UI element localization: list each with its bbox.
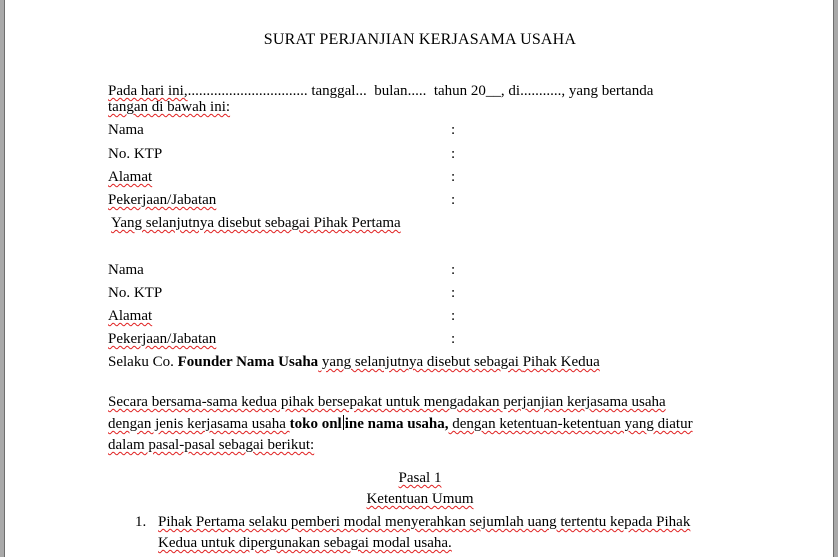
agreement-line-2 <box>108 415 693 433</box>
intro-tanggal: tanggal <box>307 83 356 99</box>
field-ktp-2-colon: : <box>451 285 456 301</box>
agreement-bold-a: toko onl <box>289 416 342 432</box>
field-nama-1-label: Nama <box>108 122 144 138</box>
field-pekerjaan-2 <box>108 331 456 348</box>
field-alamat-1-label: Alamat <box>108 169 153 185</box>
field-ktp-2-label: No. KTP <box>108 285 163 301</box>
field-pekerjaan-1-label: Pekerjaan/Jabatan <box>108 192 217 208</box>
intro-pada-hari-ini: Pada hari ini, <box>108 83 188 99</box>
agreement-line-3: dalam pasal-pasal sebagai berikut: <box>108 437 315 453</box>
agreement-line-1: Secara bersama-sama kedua pihak bersepakat untuk mengadakan perjanjian kerjasama usaha <box>108 394 666 410</box>
second-party-founder: Founder Nama Usaha <box>177 354 319 370</box>
agreement-line-2-suffix: dengan ketentuan-ketentuan yang diatur <box>448 416 693 432</box>
field-pekerjaan-2-colon: : <box>451 331 456 347</box>
pasal-subheading-text: Ketentuan Umum <box>366 491 474 507</box>
field-nama-2 <box>108 262 456 279</box>
field-nama-2-label: Nama <box>108 262 144 278</box>
intro-dots-3: ..... <box>407 83 427 99</box>
first-party-prefix: Yang selanjutnya disebut sebagai <box>111 215 314 231</box>
intro-bulan: bulan <box>374 83 408 99</box>
field-ktp-1-label: No. KTP <box>108 146 163 162</box>
field-pekerjaan-1-colon: : <box>451 192 456 208</box>
intro-dots-2: ... <box>355 83 367 99</box>
field-pekerjaan-1 <box>108 192 456 209</box>
first-party-line <box>111 215 401 232</box>
intro-line-1 <box>108 83 653 100</box>
field-ktp-1-colon: : <box>451 146 456 162</box>
agreement-line-2-prefix: dengan jenis kerjasama usaha <box>108 416 290 432</box>
field-alamat-1-colon: : <box>451 169 456 185</box>
first-party-name: Pihak Pertama <box>313 215 401 231</box>
second-party-middle: yang selanjutnya disebut sebagai <box>318 354 523 370</box>
intro-line-2: tangan di bawah ini: <box>108 99 231 115</box>
field-pekerjaan-2-label: Pekerjaan/Jabatan <box>108 331 217 347</box>
pasal-heading <box>5 470 835 487</box>
pasal-subheading <box>5 491 835 508</box>
field-alamat-2-colon: : <box>451 308 456 324</box>
field-alamat-1 <box>108 169 456 186</box>
field-ktp-2 <box>108 285 456 302</box>
intro-tahun: tahun 20__, di <box>433 83 521 99</box>
intro-dots-1: ................................ <box>187 83 308 99</box>
field-alamat-2-label: Alamat <box>108 308 153 324</box>
pasal-item-1-line-1: Pihak Pertama selaku pemberi modal menyerahkan sejumlah uang tertentu kepada Pihak <box>158 514 691 530</box>
field-ktp-1 <box>108 146 456 163</box>
pasal-heading-text: Pasal 1 <box>398 470 442 486</box>
field-nama-1-colon: : <box>451 122 456 138</box>
document-title: SURAT PERJANJIAN KERJASAMA USAHA <box>263 31 577 48</box>
pasal-item-1-line-2: Kedua untuk dipergunakan sebagai modal usaha. <box>158 535 452 551</box>
field-nama-1 <box>108 122 456 139</box>
document-page[interactable] <box>4 0 834 557</box>
field-nama-2-colon: : <box>451 262 456 278</box>
pasal-item-1-number: 1. <box>135 514 147 530</box>
text-cursor <box>343 415 344 430</box>
intro-dots-4: ..........., yang bertanda <box>520 83 654 99</box>
second-party-line <box>108 354 600 371</box>
second-party-prefix: Selaku Co. <box>108 354 178 370</box>
field-alamat-2 <box>108 308 456 325</box>
second-party-name: Pihak Kedua <box>522 354 600 370</box>
agreement-bold-b: ine nama usaha, <box>344 416 449 432</box>
